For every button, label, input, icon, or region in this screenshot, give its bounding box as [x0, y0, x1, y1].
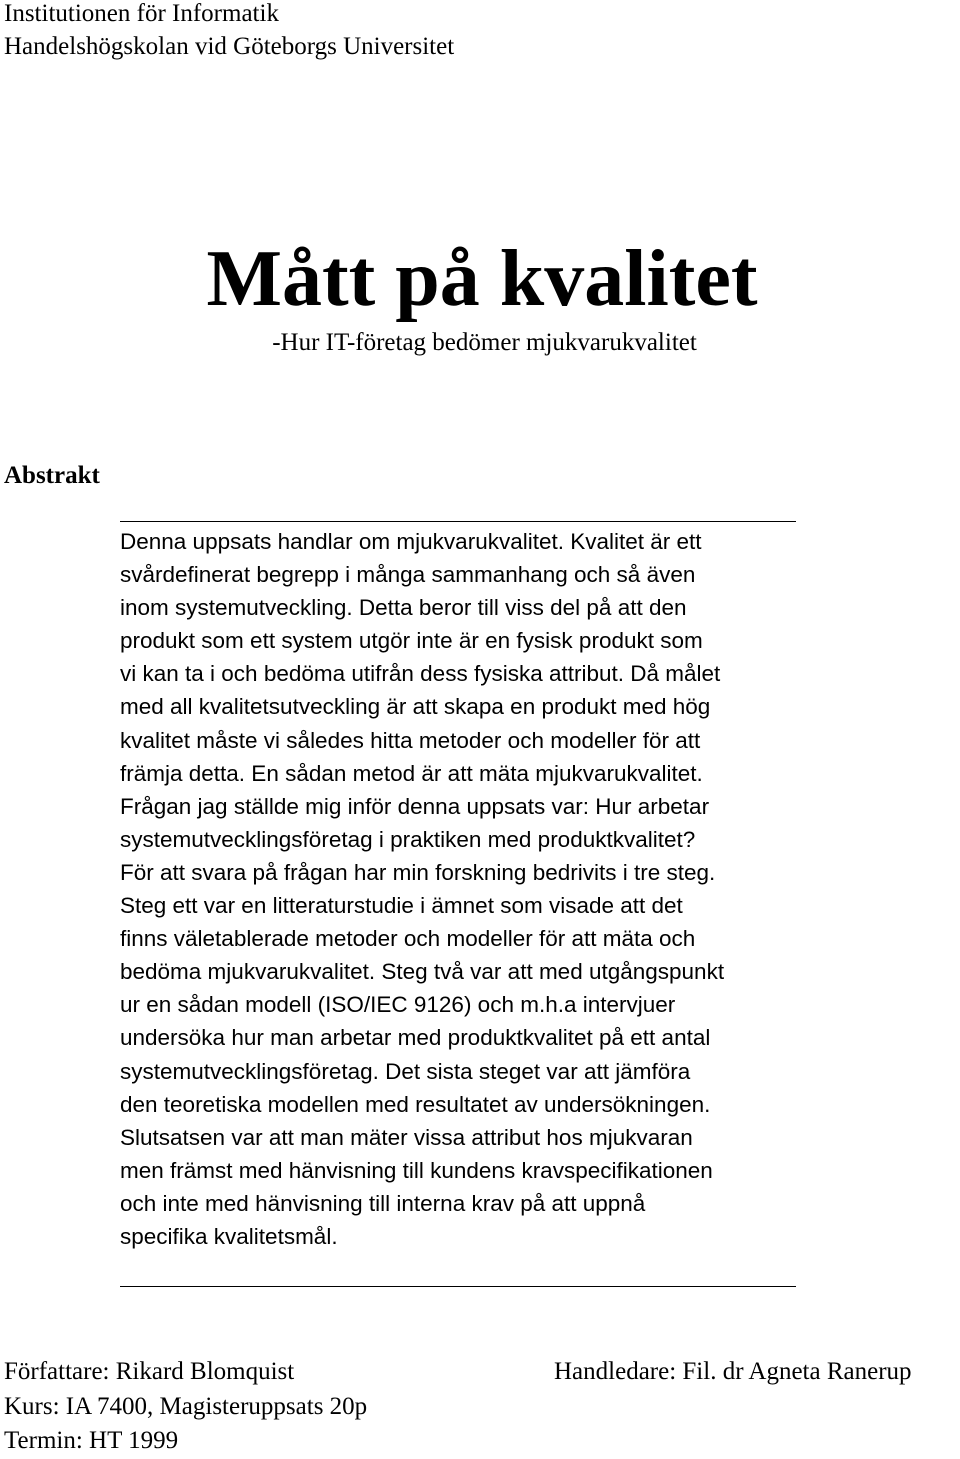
institution-header [4, 0, 454, 63]
term: Termin: HT 1999 [4, 1427, 179, 1454]
abstract-line: främja detta. En sådan metod är att mäta mjukvarukvalitet. [120, 760, 703, 786]
supervisor: Handledare: Fil. dr Agneta Ranerup [554, 1358, 912, 1385]
abstract-line: ur en sådan modell (ISO/IEC 9126) och m.h.a intervjuer [120, 992, 676, 1018]
abstract-line: Slutsatsen var att man mäter vissa attribut hos mjukvaran [120, 1124, 693, 1150]
abstract-line: vi kan ta i och bedöma utifrån dess fysiska attribut. Då målet [120, 661, 721, 687]
abstract-line: specifika kvalitetsmål. [120, 1223, 338, 1249]
abstract-bottom-rule [120, 1286, 796, 1287]
abstract-line: undersöka hur man arbetar med produktkvalitet på ett antal [120, 1025, 711, 1051]
abstract-line: bedöma mjukvarukvalitet. Steg två var att med utgångspunkt [120, 959, 725, 985]
abstract-body [120, 525, 820, 1253]
author: Författare: Rikard Blomquist [4, 1358, 295, 1385]
abstract-line: och inte med hänvisning till interna krav på att uppnå [120, 1190, 646, 1216]
abstract-line: Denna uppsats handlar om mjukvarukvalitet. Kvalitet är ett [120, 529, 702, 554]
abstract-line: systemutvecklingsföretag. Det sista steget var att jämföra [120, 1058, 691, 1084]
footer-info [4, 1355, 367, 1459]
abstract-top-rule [120, 521, 796, 522]
abstract-line: svårdefinerat begrepp i många sammanhang och så även [120, 562, 696, 588]
abstract-line: systemutvecklingsföretag i praktiken med produktkvalitet? [120, 826, 696, 852]
abstract-line: inom systemutveckling. Detta beror till viss del på att den [120, 595, 687, 621]
abstract-heading: Abstrakt [4, 462, 100, 489]
abstract-line: Frågan jag ställde mig inför denna uppsats var: Hur arbetar [120, 793, 710, 819]
abstract-line: men främst med hänvisning till kundens kravspecifikationen [120, 1157, 713, 1183]
abstract-line: finns väletablerade metoder och modeller för att mäta och [120, 926, 696, 952]
abstract-line: produkt som ett system utgör inte är en fysisk produkt som [120, 628, 703, 654]
course: Kurs: IA 7400, Magisteruppsats 20p [4, 1392, 368, 1420]
abstract-line: den teoretiska modellen med resultatet av undersökningen. [120, 1091, 711, 1117]
abstract-line: Steg ett var en litteraturstudie i ämnet som visade att det [120, 893, 683, 919]
institution-name: Institutionen för Informatik [4, 0, 279, 27]
document-title: Mått på kvalitet [206, 235, 758, 323]
abstract-line: För att svara på frågan har min forskning bedrivits i tre steg. [120, 859, 716, 885]
document-subtitle: -Hur IT-företag bedömer mjukvarukvalitet [272, 329, 697, 356]
abstract-line: kvalitet måste vi således hitta metoder och modeller för att [120, 727, 701, 753]
abstract-line: med all kvalitetsutveckling är att skapa en produkt med hög [120, 694, 711, 720]
university-name: Handelshögskolan vid Göteborgs Universitet [4, 33, 455, 60]
